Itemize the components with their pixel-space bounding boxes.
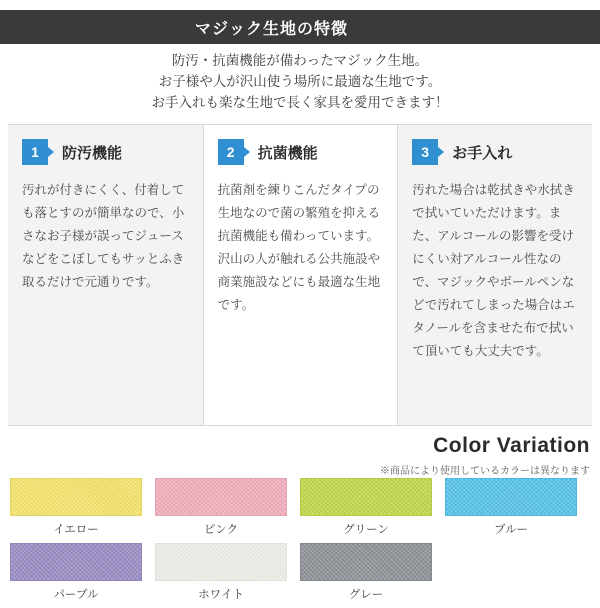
feature-title-2: 抗菌機能 <box>257 144 318 162</box>
feature-columns <box>8 124 592 426</box>
color-swatch-grey <box>300 543 432 581</box>
feature-title-1: 防汚機能 <box>62 144 123 162</box>
color-swatch-label: ホワイト <box>198 589 244 601</box>
feature-title-3: お手入れ <box>452 144 513 162</box>
color-swatch-purple <box>10 543 142 581</box>
color-swatch-label: ブルー <box>493 524 529 536</box>
feature-number-badge-1: 1 <box>22 139 48 165</box>
header-bar <box>0 10 600 44</box>
color-swatch-label: イエロー <box>53 524 99 536</box>
intro-text <box>0 50 600 113</box>
feature-header-2 <box>218 137 384 167</box>
color-swatch-label: グリーン <box>343 524 389 536</box>
page-title: マジック生地の特徴 <box>195 20 349 38</box>
feature-header-1 <box>22 137 189 167</box>
color-swatch-pink <box>155 478 287 516</box>
color-variation-title: Color Variation <box>433 434 590 457</box>
color-swatch-item <box>155 543 300 602</box>
color-swatch-item <box>445 478 590 537</box>
color-swatch-label: パープル <box>53 589 99 601</box>
feature-body-1 <box>22 179 189 294</box>
feature-body-3 <box>412 179 578 363</box>
feature-card-3 <box>397 125 592 425</box>
color-swatch-item <box>10 543 155 602</box>
feature-card-1 <box>8 125 203 425</box>
intro-line-1: 防汚・抗菌機能が備わったマジック生地。 <box>171 53 429 68</box>
color-variation-header <box>380 434 590 477</box>
feature-number-badge-2: 2 <box>218 139 244 165</box>
feature-paragraph: 汚れた場合は乾拭きや水拭きで拭いていただけます。また、アルコールの影響を受けにくい対アルコール性なので、マジックやボールペンなどで汚れてしまった場合はエタノールを含ませた布で拭いて頂いても大丈夫です。 <box>412 183 575 358</box>
color-swatch-blue <box>445 478 577 516</box>
feature-body-2 <box>218 179 384 317</box>
color-swatch-white <box>155 543 287 581</box>
intro-line-2: お子様や人が沢山使う場所に最適な生地です。 <box>158 74 442 89</box>
feature-card-2 <box>203 125 398 425</box>
color-swatch-label: グレー <box>348 589 384 601</box>
color-swatch-item <box>10 478 155 537</box>
color-swatch-grid <box>10 478 590 608</box>
feature-paragraph: 汚れが付きにくく、付着しても落とすのが簡単なので、小さなお子様が誤ってジュースなどをこぼしてもサッとふき取るだけで元通りです。 <box>22 183 185 289</box>
intro-line-3: お手入れも楽な生地で長く家具を愛用できます！ <box>151 95 449 110</box>
color-swatch-item <box>155 478 300 537</box>
color-swatch-green <box>300 478 432 516</box>
feature-number-badge-3: 3 <box>412 139 438 165</box>
feature-paragraph: 抗菌剤を練りこんだタイプの生地なので菌の繁殖を抑える抗菌機能も備わっています。 <box>217 183 381 243</box>
feature-header-3 <box>412 137 578 167</box>
color-swatch-item <box>300 478 445 537</box>
feature-paragraph: 沢山の人が触れる公共施設や商業施設などにも最適な生地です。 <box>217 252 381 312</box>
color-swatch-label: ピンク <box>203 524 239 536</box>
color-variation-note: ※商品により使用しているカラーは異なります <box>380 466 590 477</box>
color-swatch-yellow <box>10 478 142 516</box>
color-swatch-item <box>300 543 445 602</box>
